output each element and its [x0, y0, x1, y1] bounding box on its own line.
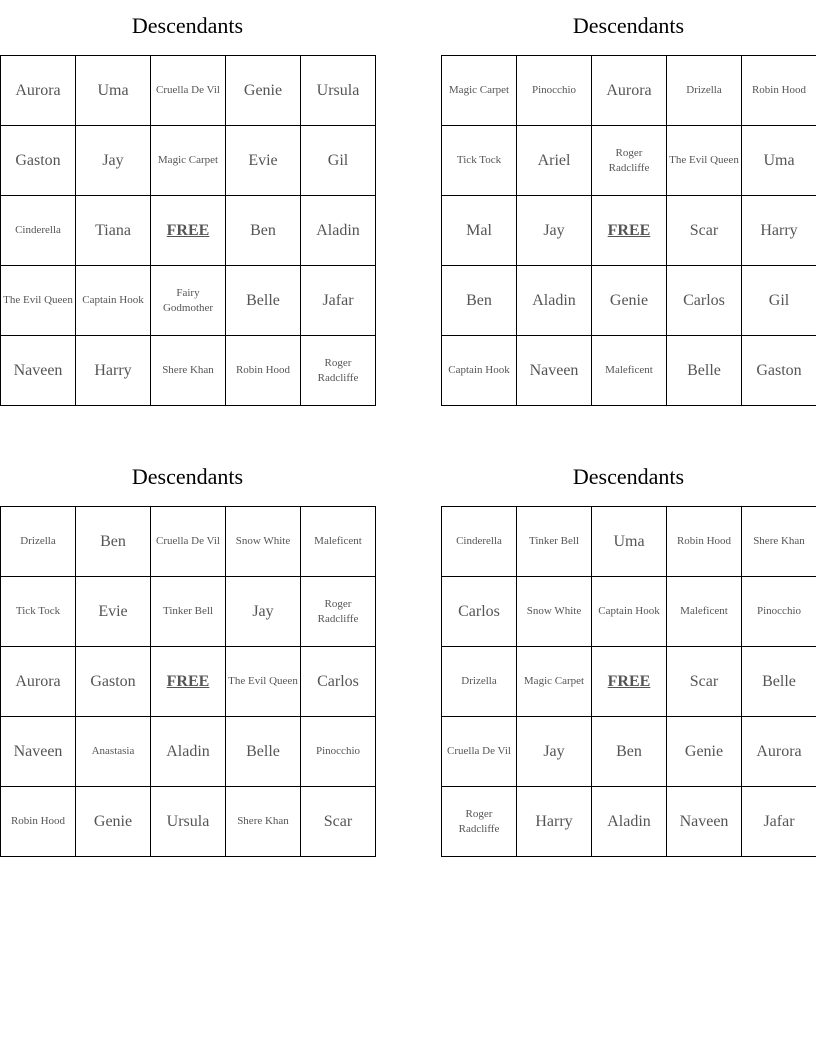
bingo-cell: Drizella: [1, 507, 76, 577]
bingo-cell: Jafar: [301, 266, 376, 336]
bingo-grid: [0, 506, 376, 857]
bingo-cell: Uma: [592, 507, 667, 577]
bingo-row: [1, 507, 376, 577]
bingo-cell: Snow White: [226, 507, 301, 577]
bingo-cell: Ben: [592, 717, 667, 787]
bingo-cell: Aladin: [301, 196, 376, 266]
bingo-cell: Aurora: [1, 56, 76, 126]
bingo-cell: Scar: [301, 787, 376, 857]
bingo-cell: Magic Carpet: [442, 56, 517, 126]
bingo-cell: Gaston: [742, 336, 816, 406]
card-title: Descendants: [131, 464, 244, 489]
bingo-card-4: [441, 451, 816, 835]
bingo-cell: Roger Radcliffe: [442, 787, 517, 857]
bingo-cell: Aurora: [742, 717, 816, 787]
bingo-cell: Cruella De Vil: [151, 507, 226, 577]
bingo-card-2: [441, 0, 816, 379]
bingo-cell: Cruella De Vil: [151, 56, 226, 126]
bingo-cell: Magic Carpet: [151, 126, 226, 196]
bingo-cell: Cinderella: [442, 507, 517, 577]
bingo-cell: Uma: [76, 56, 151, 126]
free-space-cell: FREE: [151, 647, 226, 717]
bingo-card-3: [0, 451, 375, 830]
bingo-card-1: [0, 0, 375, 384]
bingo-cell: Maleficent: [301, 507, 376, 577]
bingo-cell: Gaston: [76, 647, 151, 717]
bingo-cell: Maleficent: [592, 336, 667, 406]
bingo-cell: Ursula: [151, 787, 226, 857]
bingo-cell: Maleficent: [667, 577, 742, 647]
bingo-grid: [441, 506, 816, 857]
bingo-cell: Tick Tock: [1, 577, 76, 647]
bingo-row: [442, 507, 816, 577]
bingo-cell: Belle: [226, 717, 301, 787]
bingo-row: [442, 787, 816, 857]
bingo-cell: Harry: [517, 787, 592, 857]
bingo-row: [442, 126, 816, 196]
bingo-cell: Drizella: [667, 56, 742, 126]
bingo-cell: Shere Khan: [742, 507, 816, 577]
bingo-row: [1, 336, 376, 406]
bingo-cell: Mal: [442, 196, 517, 266]
bingo-cell: Captain Hook: [76, 266, 151, 336]
bingo-grid: [441, 55, 816, 406]
bingo-cell: Fairy Godmother: [151, 266, 226, 336]
bingo-cell: Magic Carpet: [517, 647, 592, 717]
bingo-cell: Captain Hook: [442, 336, 517, 406]
bingo-cell: Snow White: [517, 577, 592, 647]
bingo-cell: Gil: [301, 126, 376, 196]
bingo-cell: Gaston: [1, 126, 76, 196]
bingo-cell: Harry: [742, 196, 816, 266]
bingo-cell: Roger Radcliffe: [301, 577, 376, 647]
bingo-cell: Tiana: [76, 196, 151, 266]
bingo-cell: Jay: [226, 577, 301, 647]
bingo-cell: Aladin: [517, 266, 592, 336]
bingo-cell: Scar: [667, 196, 742, 266]
card-title: Descendants: [572, 13, 685, 38]
bingo-cell: Cinderella: [1, 196, 76, 266]
bingo-cell: The Evil Queen: [667, 126, 742, 196]
bingo-row: [1, 266, 376, 336]
bingo-cell: Pinocchio: [517, 56, 592, 126]
bingo-cell: Genie: [592, 266, 667, 336]
bingo-cell: Tinker Bell: [517, 507, 592, 577]
free-space-cell: FREE: [592, 647, 667, 717]
card-title: Descendants: [572, 464, 685, 489]
bingo-cell: Roger Radcliffe: [301, 336, 376, 406]
bingo-cell: Anastasia: [76, 717, 151, 787]
bingo-cell: Roger Radcliffe: [592, 126, 667, 196]
bingo-row: [1, 717, 376, 787]
bingo-row: [442, 717, 816, 787]
free-space-cell: FREE: [592, 196, 667, 266]
bingo-cell: Drizella: [442, 647, 517, 717]
free-space-cell: FREE: [151, 196, 226, 266]
bingo-cell: Naveen: [517, 336, 592, 406]
bingo-cell: Tick Tock: [442, 126, 517, 196]
bingo-cell: Shere Khan: [151, 336, 226, 406]
bingo-cell: Belle: [742, 647, 816, 717]
bingo-cell: Aurora: [592, 56, 667, 126]
bingo-cell: Evie: [226, 126, 301, 196]
bingo-cell: Jay: [517, 717, 592, 787]
bingo-cell: Genie: [226, 56, 301, 126]
bingo-row: [1, 196, 376, 266]
bingo-cell: Carlos: [667, 266, 742, 336]
bingo-cell: Belle: [667, 336, 742, 406]
bingo-cell: Ben: [76, 507, 151, 577]
bingo-row: [442, 56, 816, 126]
bingo-cell: Naveen: [1, 336, 76, 406]
bingo-row: [442, 577, 816, 647]
bingo-row: [1, 126, 376, 196]
bingo-cell: Naveen: [667, 787, 742, 857]
bingo-cell: Scar: [667, 647, 742, 717]
bingo-row: [1, 787, 376, 857]
bingo-cell: Aurora: [1, 647, 76, 717]
bingo-cell: Evie: [76, 577, 151, 647]
bingo-cell: Pinocchio: [742, 577, 816, 647]
bingo-row: [442, 266, 816, 336]
bingo-row: [1, 577, 376, 647]
bingo-row: [1, 647, 376, 717]
bingo-cell: Ariel: [517, 126, 592, 196]
bingo-cell: Cruella De Vil: [442, 717, 517, 787]
bingo-row: [442, 336, 816, 406]
bingo-cell: Robin Hood: [226, 336, 301, 406]
bingo-cell: Aladin: [592, 787, 667, 857]
bingo-cell: Ursula: [301, 56, 376, 126]
bingo-cell: Robin Hood: [742, 56, 816, 126]
bingo-cell: Jay: [517, 196, 592, 266]
bingo-cell: Captain Hook: [592, 577, 667, 647]
bingo-row: [442, 196, 816, 266]
bingo-cell: Aladin: [151, 717, 226, 787]
bingo-cell: Ben: [226, 196, 301, 266]
bingo-grid: [0, 55, 376, 406]
bingo-cell: Robin Hood: [1, 787, 76, 857]
bingo-cell: Genie: [76, 787, 151, 857]
card-title: Descendants: [131, 13, 244, 38]
bingo-cell: Carlos: [442, 577, 517, 647]
bingo-row: [1, 56, 376, 126]
bingo-cell: Uma: [742, 126, 816, 196]
bingo-cell: Ben: [442, 266, 517, 336]
bingo-cell: Gil: [742, 266, 816, 336]
bingo-row: [442, 647, 816, 717]
bingo-cell: Pinocchio: [301, 717, 376, 787]
bingo-cell: Shere Khan: [226, 787, 301, 857]
bingo-cell: The Evil Queen: [1, 266, 76, 336]
bingo-cell: Naveen: [1, 717, 76, 787]
bingo-cell: Genie: [667, 717, 742, 787]
bingo-cell: Jafar: [742, 787, 816, 857]
bingo-cell: Robin Hood: [667, 507, 742, 577]
bingo-cell: Jay: [76, 126, 151, 196]
bingo-cell: Tinker Bell: [151, 577, 226, 647]
bingo-cell: Carlos: [301, 647, 376, 717]
bingo-cell: The Evil Queen: [226, 647, 301, 717]
bingo-cell: Harry: [76, 336, 151, 406]
bingo-cell: Belle: [226, 266, 301, 336]
